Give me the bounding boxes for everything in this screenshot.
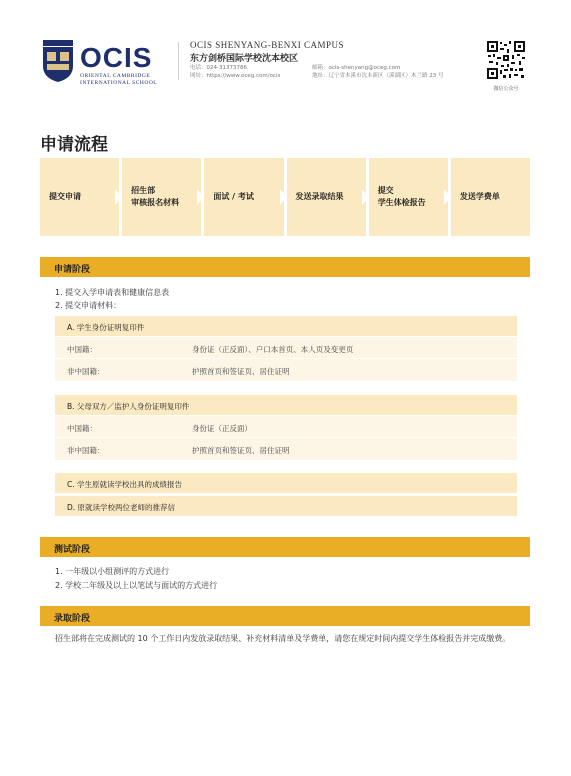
chevron-right-icon — [115, 189, 122, 205]
apply-item-2: 2. 提交申请材料： — [55, 301, 122, 310]
brand-name: OCIS — [80, 42, 153, 73]
section-title: 录取阶段 — [54, 614, 91, 624]
material-a-header: A. 学生身份证明复印件 — [55, 316, 517, 336]
chevron-right-icon — [362, 189, 369, 205]
section-admit-header — [40, 606, 530, 626]
table-row: 非中国籍： 护照首页和签证页、居住证明 — [55, 358, 517, 381]
step-1: 提交申请 — [40, 158, 119, 236]
brand-subtitle: ORIENTAL CAMBRIDGE INTERNATIONAL SCHOOL — [80, 73, 158, 86]
chevron-right-icon — [444, 189, 451, 205]
phone-text: 电话：024-31373786 — [190, 65, 247, 71]
chevron-right-icon — [280, 189, 287, 205]
process-steps — [40, 158, 530, 236]
step-2: 招生部 审核报名材料 — [122, 158, 201, 236]
qr-caption: 微信公众号 — [493, 86, 519, 92]
material-c-header: C. 学生原就读学校出具的成绩报告 — [55, 473, 517, 493]
table-row: 中国籍： 身份证（正反面） — [55, 415, 517, 438]
section-title: 测试阶段 — [54, 545, 91, 555]
crest-icon — [40, 40, 76, 82]
admit-text: 招生部将在完成测试的 10 个工作日内发放录取结果、补充材料清单及学费单，请您在规定时间内提交学生体检报告并完成缴费。 — [55, 634, 511, 643]
chevron-right-icon — [197, 189, 204, 205]
contact-phone-web — [190, 64, 280, 80]
material-d-header: D. 原就读学校两位老师的推荐信 — [55, 496, 517, 516]
table-row: 中国籍： 身份证（正反面）、户口本首页、本人页及变更页 — [55, 336, 517, 359]
test-item-2: 2. 学校二年级及以上以笔试与面试的方式进行 — [55, 581, 218, 590]
website-link[interactable]: 网址：https://www.oceg.com/ocis — [190, 73, 281, 79]
email-link[interactable]: 邮箱：ocis-shenyang@oceg.com — [312, 65, 401, 71]
step-3: 面试 / 考试 — [204, 158, 283, 236]
campus-name-en: OCIS SHENYANG-BENXI CAMPUS — [190, 40, 345, 50]
page-title: 申请流程 — [40, 135, 108, 155]
section-apply-header — [40, 257, 530, 277]
step-6: 发送学费单 — [451, 158, 530, 236]
section-title: 申请阶段 — [54, 265, 91, 275]
material-b-header: B. 父母双方／监护人身份证明复印件 — [55, 395, 517, 415]
table-row: 非中国籍： 护照首页和签证页、居住证明 — [55, 437, 517, 460]
section-test-header — [40, 537, 530, 557]
apply-item-1: 1. 提交入学申请表和健康信息表 — [55, 288, 170, 297]
header-divider — [178, 42, 179, 80]
qr-code-icon — [486, 40, 526, 80]
campus-name-cn: 东方剑桥国际学校沈本校区 — [190, 54, 299, 64]
address-text: 地址：辽宁省本溪市沈本新区（溪湖区）木兰路 23 号 — [312, 73, 444, 79]
step-4: 发送录取结果 — [287, 158, 366, 236]
test-item-1: 1. 一年级以小组测评的方式进行 — [55, 567, 170, 576]
step-5: 提交 学生体检报告 — [369, 158, 448, 236]
contact-email-address — [312, 64, 444, 80]
